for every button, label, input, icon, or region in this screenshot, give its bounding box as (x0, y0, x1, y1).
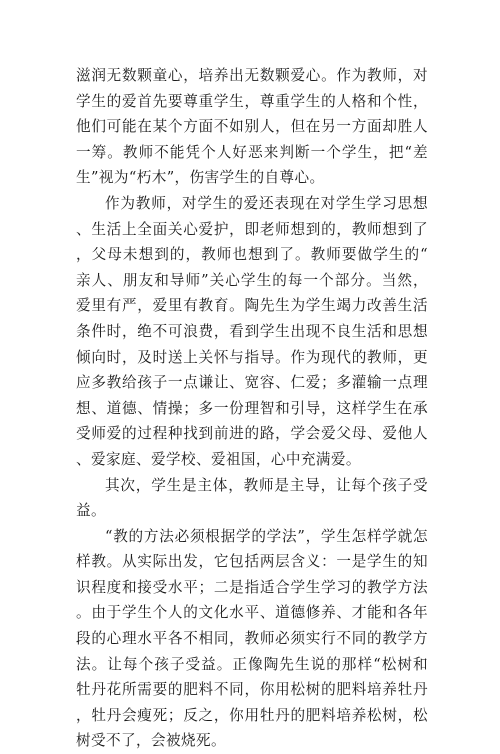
paragraph-teaching-methods: “教的方法必须根据学的学法”，学生怎样学就怎样教。从实际出发，它包括两层含义：一是学生的知识程度和接受水平；二是指适合学生学习的教学方法。由于学生个人的文化水平、道德修养、才能和各年段的心理水平各不相同，教师必须实行不同的教学方法。让每个孩子受益。正像陶先生说的那样“松树和牡丹花所需要的肥料不同，你用松树的肥料培养牡丹，牡丹会瘦死；反之，你用牡丹的肥料培养松树，松树受不了，会被烧死。 (76, 527, 428, 750)
document-body (76, 63, 428, 754)
paragraph-student-subject: 其次，学生是主体，教师是主导，让每个孩子受益。 (76, 476, 428, 520)
paragraph-care-for-students: 作为教师，对学生的爱还表现在对学生学习思想、生活上全面关心爱护，即老师想到的，教师想到了，父母未想到的，教师也想到了。教师要做学生的“亲人、朋友和导师”关心学生的每一个部分。当然，爱里有严，爱里有教育。陶先生为学生竭力改善生活条件时，绝不可浪费，看到学生出现不良生活和思想倾向时，及时送上关怀与指导。作为现代的教师，更应多教给孩子一点谦让、宽容、仁爱；多灌输一点理想、道德、情操；多一份理智和引导，这样学生在承受师爱的过程种找到前进的路，学会爱父母、爱他人、爱家庭、爱学校、爱祖国，心中充满爱。 (76, 194, 428, 468)
paragraph-respect-students: 滋润无数颗童心，培养出无数颗爱心。作为教师，对学生的爱首先要尊重学生，尊重学生的人格和个性，他们可能在某个方面不如别人，但在另一方面却胜人一筹。教师不能凭个人好恶来判断一个学生，把“差生”视为“朽木”，伤害学生的自尊心。 (76, 67, 428, 187)
